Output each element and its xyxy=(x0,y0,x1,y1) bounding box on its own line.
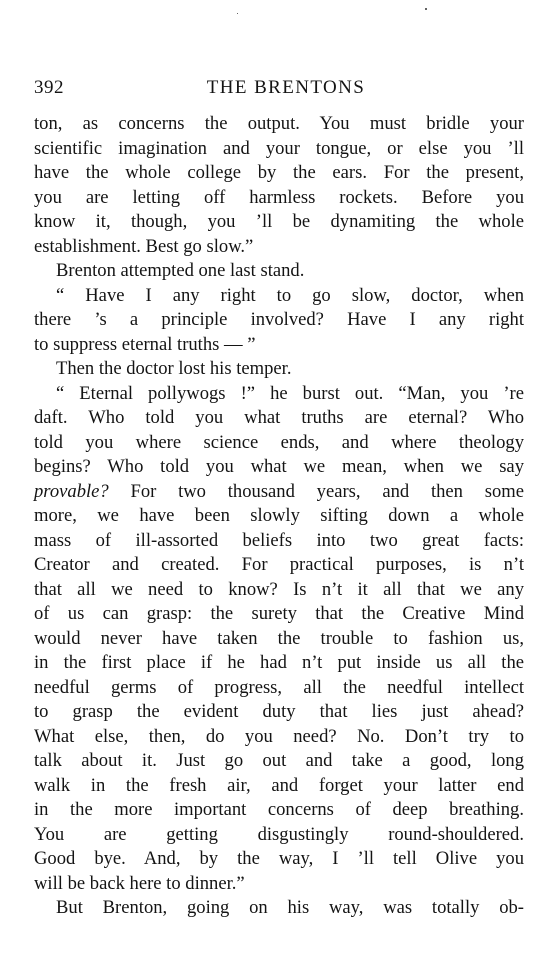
text-line: know it, though, you ’ll be dynamiting the whole xyxy=(34,211,524,232)
text-line: establishment. Best go slow.” xyxy=(34,235,254,257)
text-line: there ’s a principle involved? Have I any right xyxy=(34,309,524,330)
text-line: in the more important concerns of deep breathing. xyxy=(34,799,524,820)
text-line: more, we have been slowly sifting down a whole xyxy=(34,505,524,526)
text-line: mass of ill-assorted beliefs into two great facts: xyxy=(34,529,524,551)
text-line: But Brenton, going on his way, was totally ob- xyxy=(56,897,524,918)
italic-word: provable? xyxy=(34,480,109,502)
text-line: Then the doctor lost his temper. xyxy=(56,358,292,379)
text-line: begins? Who told you what we mean, when we say xyxy=(34,456,524,477)
text-line: to grasp the evident duty that lies just ahead? xyxy=(34,701,524,722)
text-line: will be back here to dinner.” xyxy=(34,872,245,894)
text-line: to suppress eternal truths — ” xyxy=(34,333,256,355)
text-line: “ Have I any right to go slow, doctor, when xyxy=(56,284,524,306)
book-page xyxy=(34,0,524,963)
running-title: THE BRENTONS xyxy=(206,77,366,98)
text-line: needful germs of progress, all the needful intellect xyxy=(34,676,524,698)
text-line: you are letting off harmless rockets. Before you xyxy=(34,186,524,208)
text-line: in the first place if he had n’t put inside us all the xyxy=(34,652,524,673)
text-line: “ Eternal pollywogs !” he burst out. “Man, you ’re xyxy=(56,382,524,404)
text-line: Brenton attempted one last stand. xyxy=(56,260,305,281)
text-line: scientific imagination and your tongue, or else you ’ll xyxy=(34,137,524,159)
text-line: walk in the fresh air, and forget your latter end xyxy=(34,774,524,796)
text-line: talk about it. Just go out and take a good, long xyxy=(34,750,524,771)
text-line: daft. Who told you what truths are eternal? Who xyxy=(34,407,524,428)
text-line-rest: For two thousand years, and then some xyxy=(108,480,524,502)
text-line xyxy=(34,480,524,505)
text-line: would never have taken the trouble to fashion us, xyxy=(34,627,524,649)
text-line: have the whole college by the ears. For the present, xyxy=(34,162,524,183)
page-number: 392 xyxy=(34,77,64,98)
text-line: You are getting disgustingly round-shouldered. xyxy=(34,823,524,845)
text-line: told you where science ends, and where theology xyxy=(34,431,524,453)
text-line: Good bye. And, by the way, I ’ll tell Olive you xyxy=(34,848,524,869)
page-header xyxy=(34,76,524,100)
text-line: that all we need to know? Is n’t it all that we any xyxy=(34,578,524,600)
text-line: What else, then, do you need? No. Don’t try to xyxy=(34,725,524,747)
text-line: of us can grasp: the surety that the Creative Mind xyxy=(34,603,524,624)
text-line: ton, as concerns the output. You must bridle your xyxy=(34,113,524,134)
text-line: Creator and created. For practical purposes, is n’t xyxy=(34,554,524,575)
